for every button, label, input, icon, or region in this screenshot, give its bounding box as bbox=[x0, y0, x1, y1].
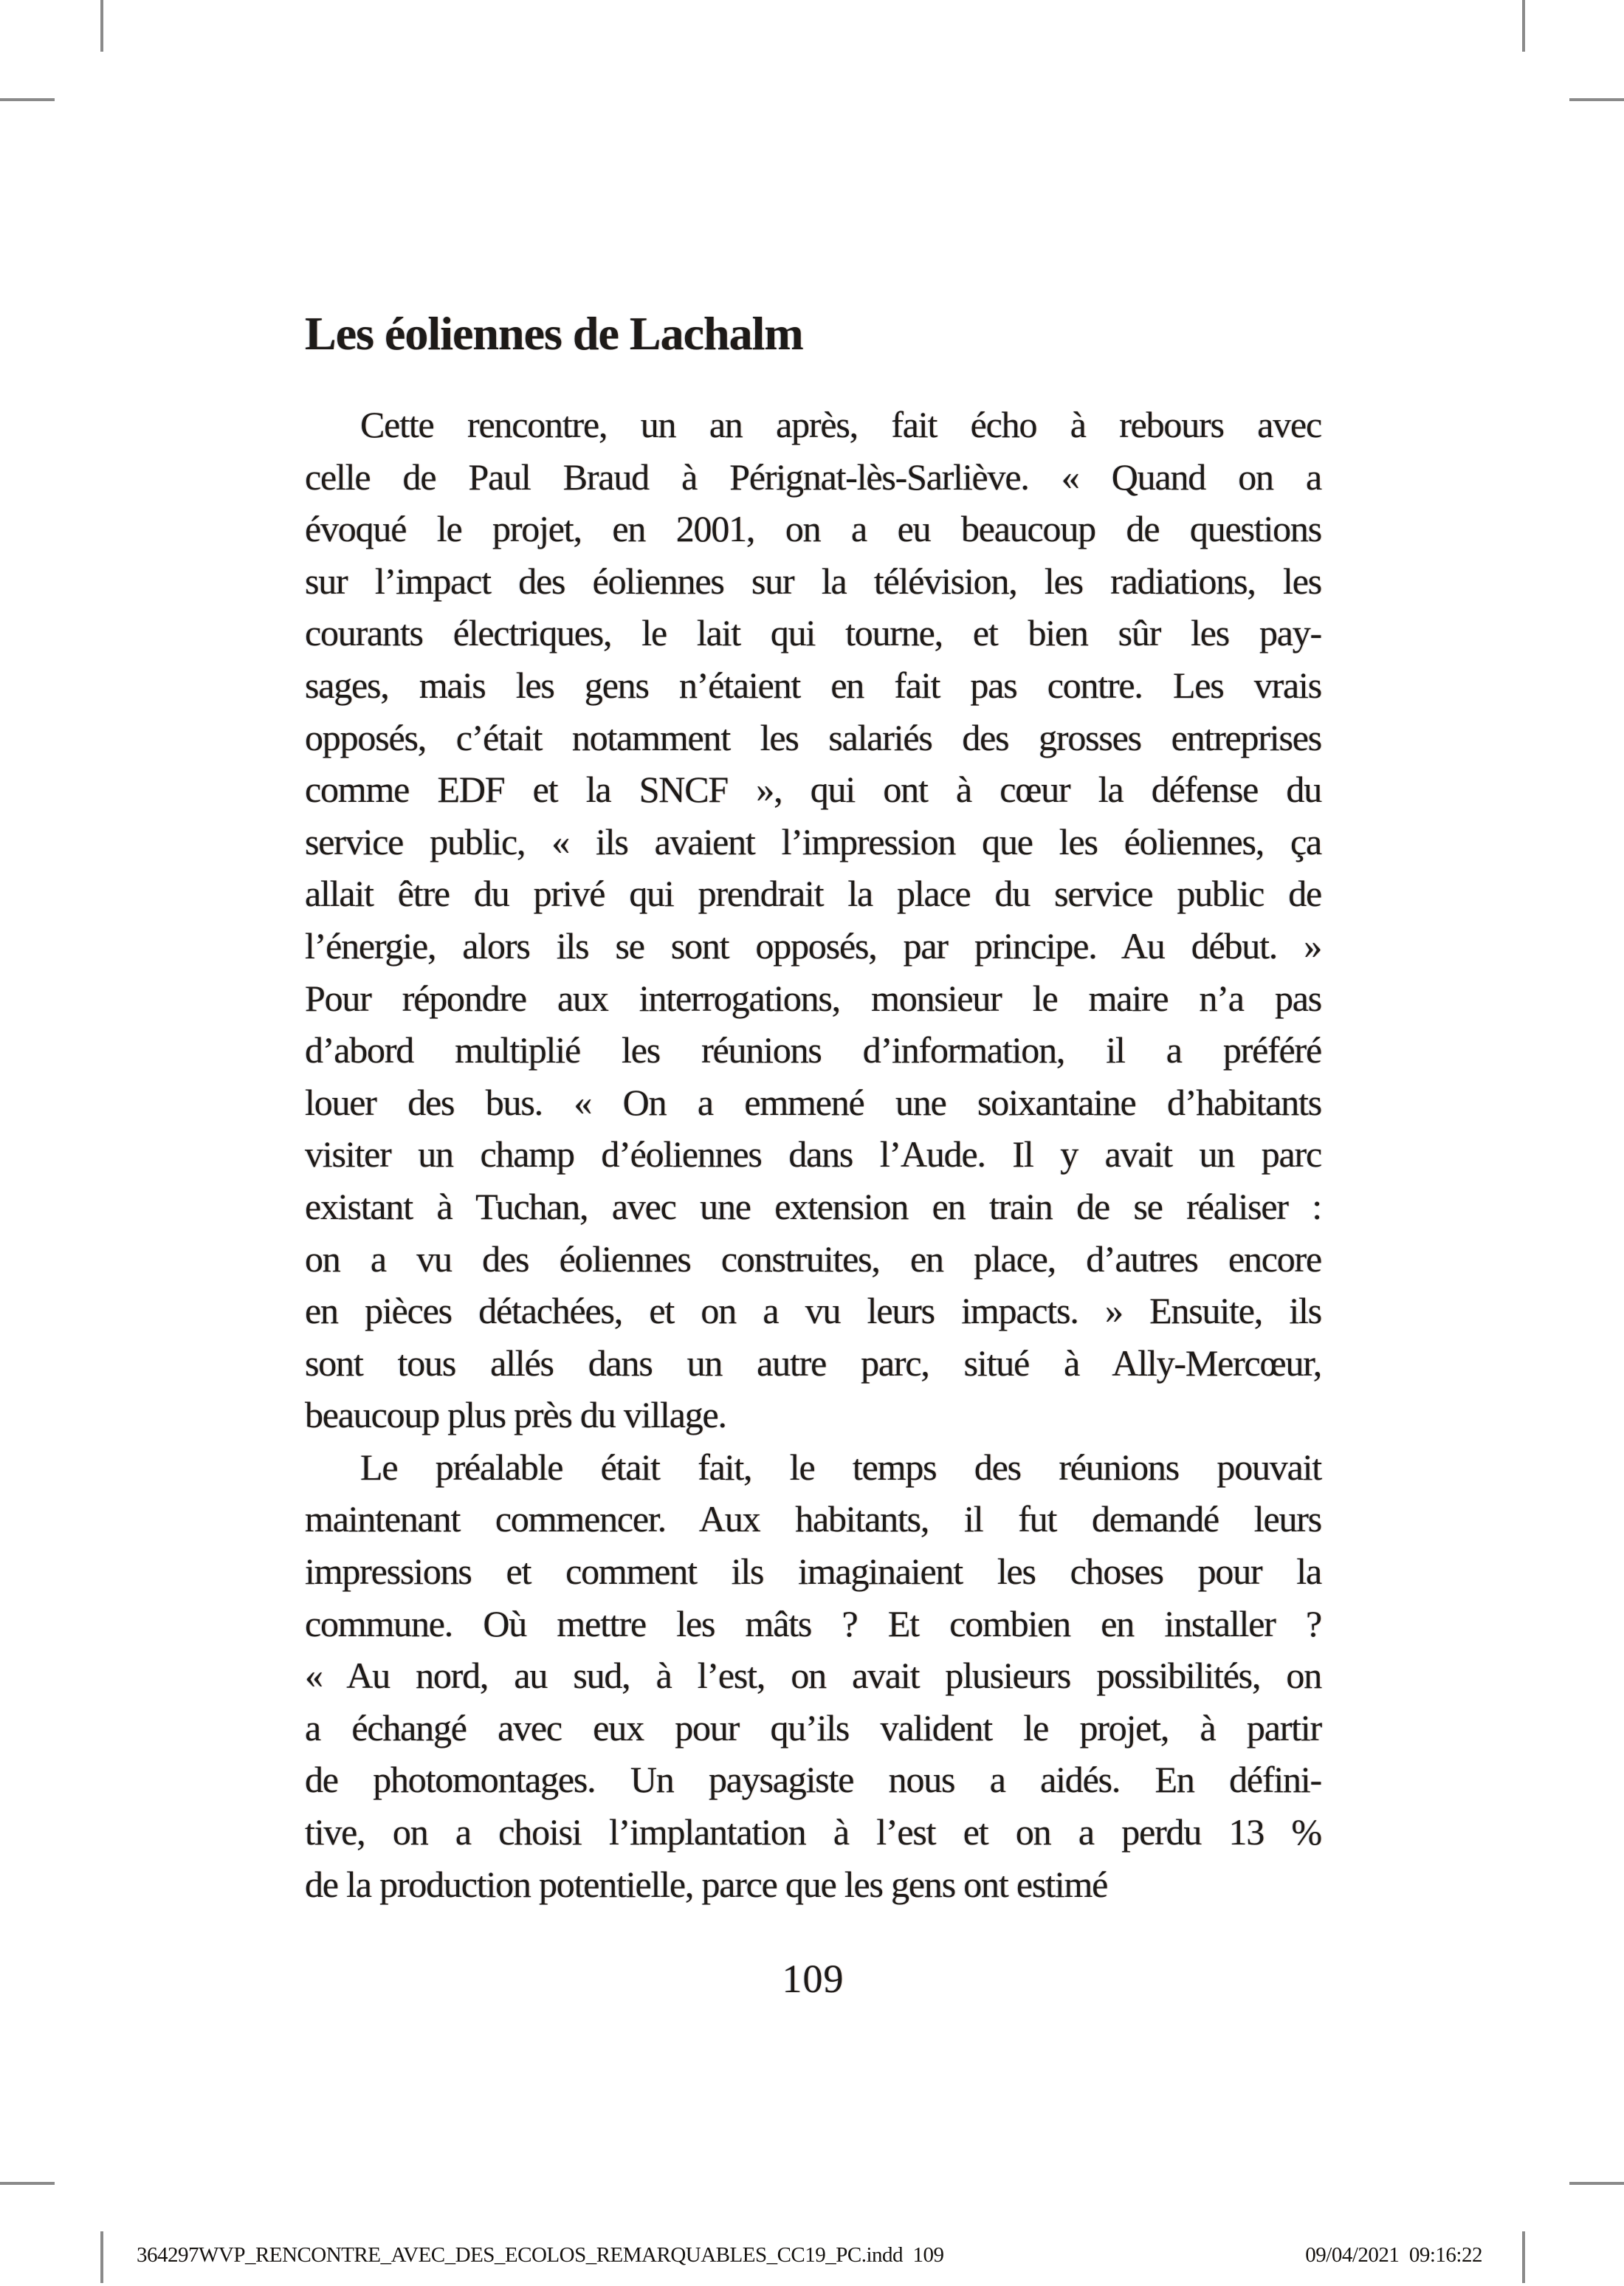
crop-mark-top-right-horizontal bbox=[1569, 98, 1624, 101]
body-text bbox=[305, 399, 1321, 1910]
footer-file-info: 364297WVP_RENCONTRE_AVEC_DES_ECOLOS_REMARQUABLES_CC19_PC.indd 109 bbox=[137, 2243, 944, 2267]
crop-mark-top-left-vertical bbox=[100, 0, 103, 52]
text-line: Cette rencontre, un an après, fait écho à rebours avec bbox=[360, 404, 1321, 445]
section-title: Les éoliennes de Lachalm bbox=[305, 307, 803, 360]
crop-mark-bottom-right-horizontal bbox=[1569, 2182, 1624, 2185]
crop-mark-top-left-horizontal bbox=[0, 98, 55, 101]
text-line: a échangé avec eux pour qu’ils valident le projet, à partir bbox=[305, 1706, 1321, 1748]
text-line: comme EDF et la SNCF », qui ont à cœur la défense du bbox=[305, 769, 1321, 811]
crop-mark-top-right-vertical bbox=[1522, 0, 1525, 52]
crop-mark-bottom-right-vertical bbox=[1522, 2231, 1525, 2283]
text-line: tive, on a choisi l’implantation à l’est et on a perdu 13 % bbox=[305, 1811, 1321, 1853]
text-line: de la production potentielle, parce que les gens ont estimé bbox=[305, 1863, 1108, 1905]
text-line: courants électriques, le lait qui tourne, et bien sûr les pay- bbox=[305, 612, 1321, 654]
footer-timestamp: 09/04/2021 09:16:22 bbox=[1305, 2243, 1482, 2267]
text-line: en pièces détachées, et on a vu leurs impacts. » Ensuite, ils bbox=[305, 1290, 1321, 1332]
page-number: 109 bbox=[782, 1957, 844, 2001]
text-line: Pour répondre aux interrogations, monsieur le maire n’a pas bbox=[305, 977, 1321, 1019]
text-line: « Au nord, au sud, à l’est, on avait plusieurs possibilités, on bbox=[305, 1655, 1321, 1697]
text-line: maintenant commencer. Aux habitants, il fut demandé leurs bbox=[305, 1498, 1321, 1540]
text-line: de photomontages. Un paysagiste nous a aidés. En défini- bbox=[305, 1759, 1321, 1801]
text-line: existant à Tuchan, avec une extension en train de se réaliser : bbox=[305, 1185, 1321, 1227]
text-line: service public, « ils avaient l’impression que les éoliennes, ça bbox=[305, 820, 1321, 862]
text-line: impressions et comment ils imaginaient les choses pour la bbox=[305, 1551, 1321, 1593]
text-line: d’abord multiplié les réunions d’information, il a préféré bbox=[305, 1029, 1321, 1071]
text-line: sont tous allés dans un autre parc, situé à Ally-Mercœur, bbox=[305, 1342, 1321, 1384]
footer-slug-line bbox=[137, 2243, 1482, 2268]
crop-mark-bottom-left-vertical bbox=[100, 2231, 103, 2283]
text-line: Le préalable était fait, le temps des réunions pouvait bbox=[360, 1446, 1321, 1488]
text-line: visiter un champ d’éoliennes dans l’Aude. Il y avait un parc bbox=[305, 1133, 1321, 1175]
text-line: on a vu des éoliennes construites, en place, d’autres encore bbox=[305, 1238, 1321, 1280]
text-line: celle de Paul Braud à Pérignat-lès-Sarliève. « Quand on a bbox=[305, 456, 1321, 498]
text-line: sages, mais les gens n’étaient en fait pas contre. Les vrais bbox=[305, 664, 1321, 706]
text-line: allait être du privé qui prendrait la place du service public de bbox=[305, 873, 1321, 915]
text-line: évoqué le projet, en 2001, on a eu beaucoup de questions bbox=[305, 508, 1321, 550]
text-line: commune. Où mettre les mâts ? Et combien en installer ? bbox=[305, 1602, 1321, 1644]
text-line: opposés, c’était notamment les salariés des grosses entreprises bbox=[305, 716, 1321, 758]
text-line: l’énergie, alors ils se sont opposés, par principe. Au début. » bbox=[305, 924, 1321, 967]
text-line: sur l’impact des éoliennes sur la télévision, les radiations, les bbox=[305, 560, 1321, 602]
text-line: louer des bus. « On a emmené une soixantaine d’habitants bbox=[305, 1081, 1321, 1123]
crop-mark-bottom-left-horizontal bbox=[0, 2182, 55, 2185]
text-line: beaucoup plus près du village. bbox=[305, 1394, 726, 1436]
